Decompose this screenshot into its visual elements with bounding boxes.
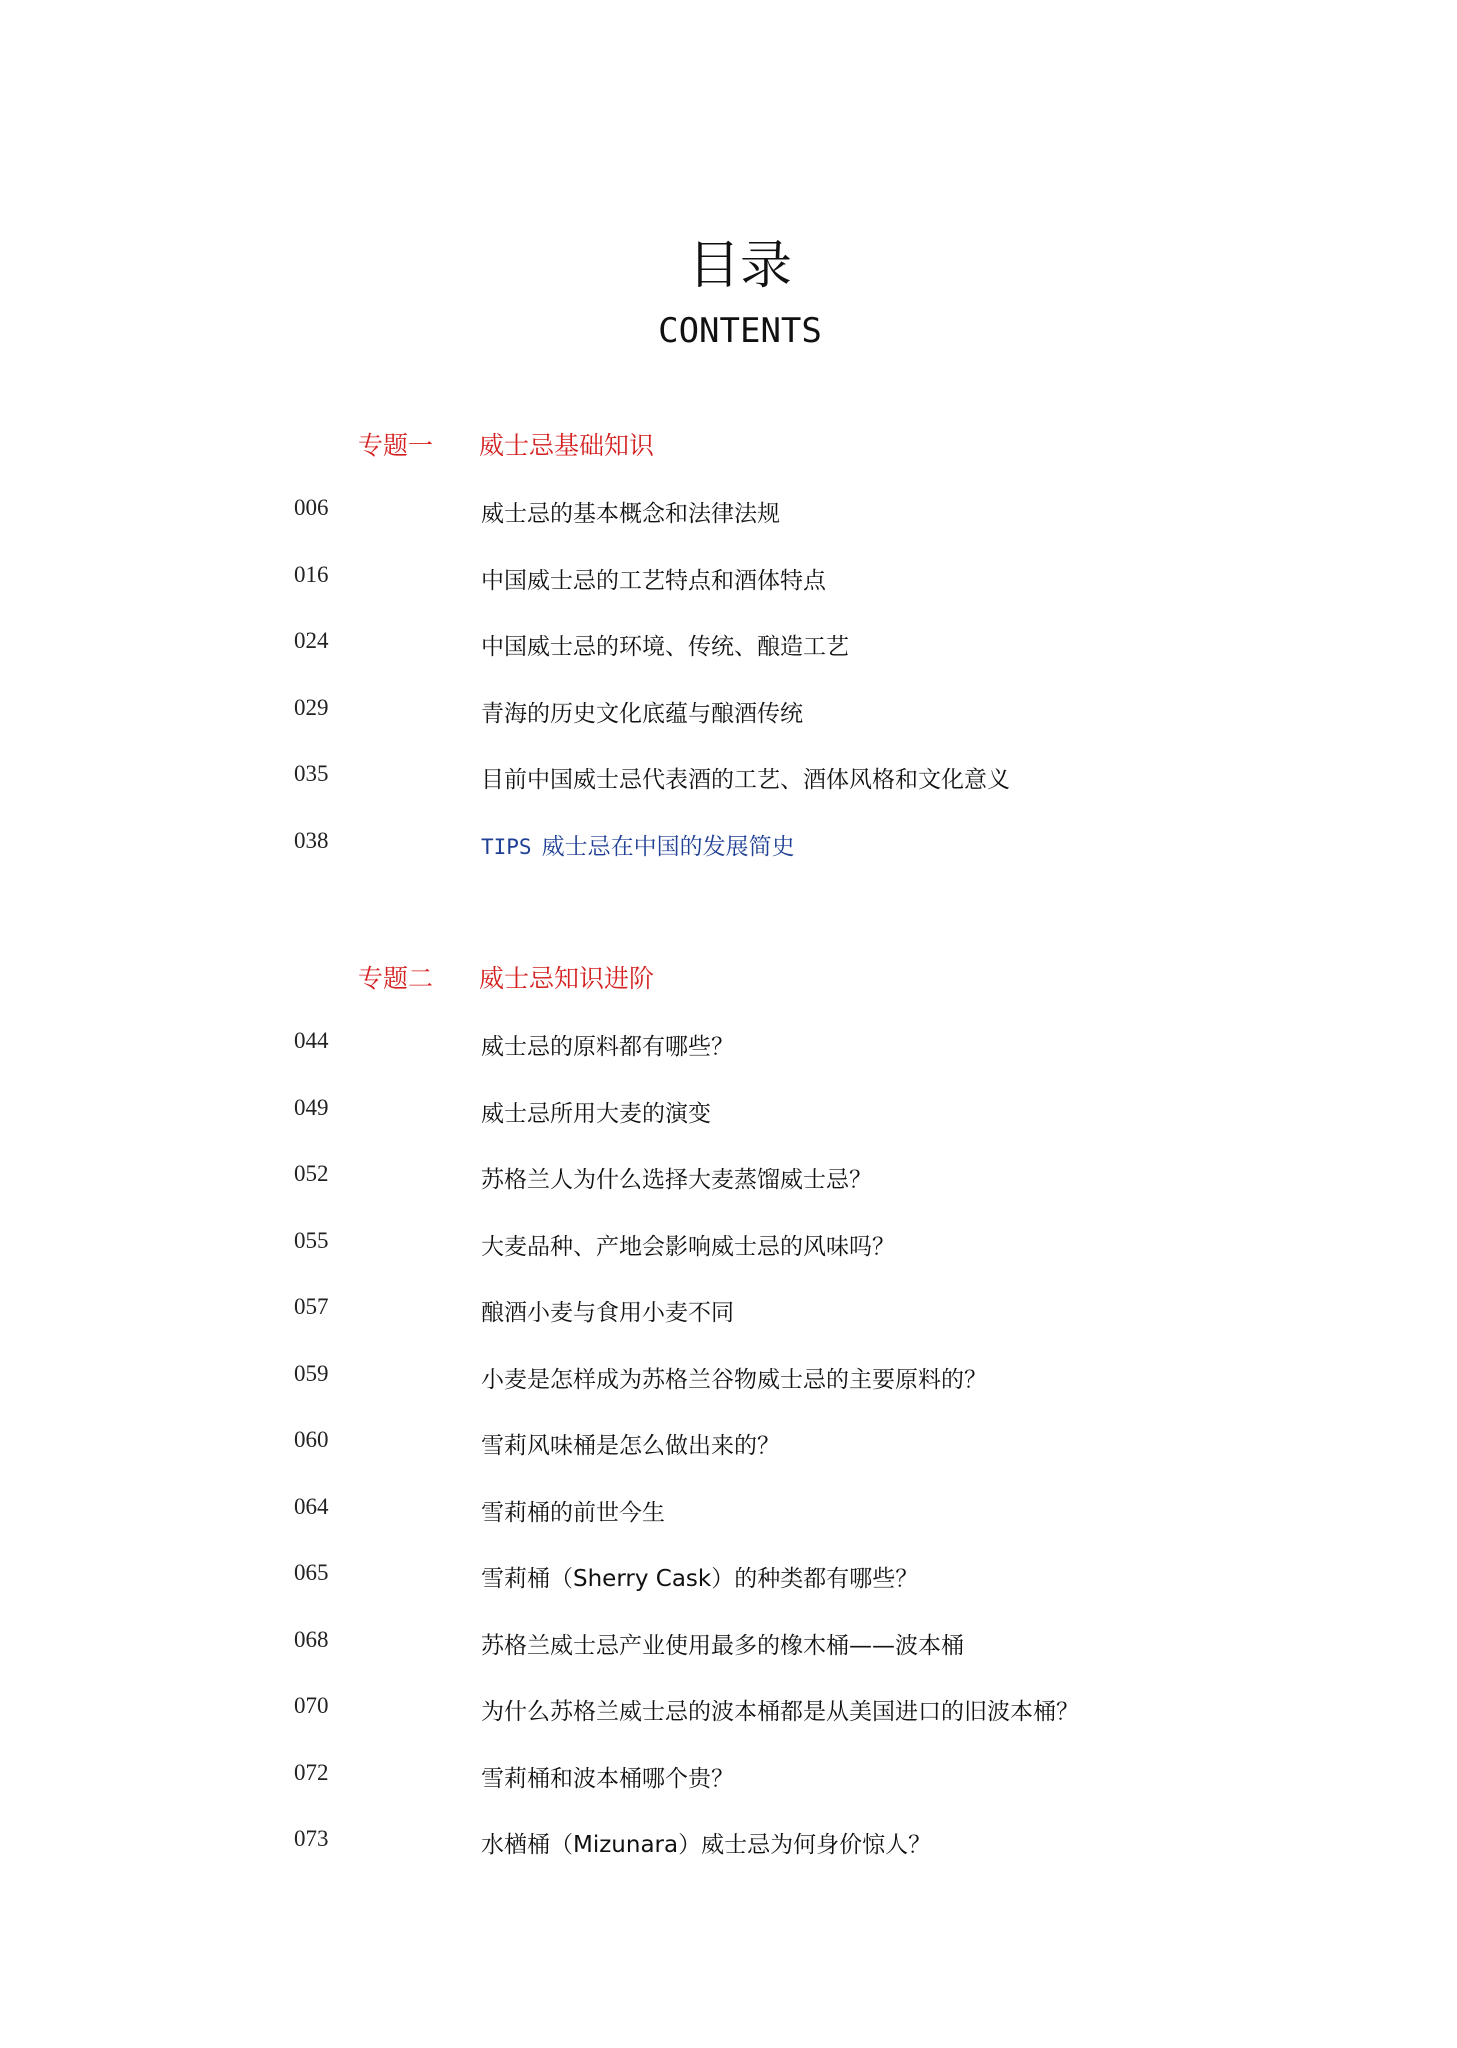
entry-page-number: 038 (294, 828, 329, 853)
section-label: 专题一 (358, 431, 434, 460)
entry-title: 威士忌的原料都有哪些？ (481, 1034, 734, 1060)
entry-page-number: 059 (294, 1361, 329, 1386)
tips-label: TIPS (481, 835, 532, 859)
entry-title: 青海的历史文化底蕴与酿酒传统 (481, 701, 803, 727)
entry-page-number: 060 (294, 1427, 329, 1452)
tips-title: 威士忌在中国的发展简史 (541, 834, 795, 860)
toc-entry[interactable] (0, 561, 1457, 601)
page-title: 目录 (687, 236, 792, 296)
entry-title: 苏格兰人为什么选择大麦蒸馏威士忌？ (481, 1167, 872, 1193)
toc-entry[interactable] (0, 1293, 1457, 1333)
entry-title: 雪莉桶和波本桶哪个贵？ (481, 1766, 734, 1792)
entry-page-number: 006 (294, 495, 329, 520)
entry-page-number: 052 (294, 1161, 329, 1186)
toc-entry[interactable] (0, 1559, 1457, 1599)
entry-title: 中国威士忌的环境、传统、酿造工艺 (481, 634, 849, 660)
entry-page-number: 016 (294, 562, 329, 587)
entry-title: 中国威士忌的工艺特点和酒体特点 (481, 568, 826, 594)
entry-title (481, 827, 795, 867)
toc-entry[interactable] (0, 1426, 1457, 1466)
entry-page-number: 068 (294, 1627, 329, 1652)
toc-entry[interactable] (0, 1160, 1457, 1200)
entry-page-number: 070 (294, 1693, 329, 1718)
toc-entry[interactable] (0, 1360, 1457, 1400)
page-subtitle: CONTENTS (658, 311, 822, 351)
toc-entry[interactable] (0, 1692, 1457, 1732)
entry-title: 雪莉桶（Sherry Cask）的种类都有哪些？ (481, 1566, 919, 1592)
entry-title: 目前中国威士忌代表酒的工艺、酒体风格和文化意义 (481, 767, 1010, 793)
entry-page-number: 044 (294, 1028, 329, 1053)
entry-page-number: 073 (294, 1826, 329, 1851)
toc-entry[interactable] (0, 1027, 1457, 1067)
entry-page-number: 024 (294, 628, 329, 653)
section-title: 威士忌基础知识 (479, 431, 655, 460)
entry-page-number: 049 (294, 1095, 329, 1120)
entry-page-number: 035 (294, 761, 329, 786)
entry-page-number: 065 (294, 1560, 329, 1585)
entry-title: 雪莉桶的前世今生 (481, 1500, 665, 1526)
toc-entry[interactable] (0, 760, 1457, 800)
entry-title: 水楢桶（Mizunara）威士忌为何身价惊人？ (481, 1832, 932, 1858)
section-title: 威士忌知识进阶 (479, 964, 655, 993)
toc-entry[interactable] (0, 1493, 1457, 1533)
entry-title: 雪莉风味桶是怎么做出来的？ (481, 1433, 780, 1459)
entry-title: 苏格兰威士忌产业使用最多的橡木桶——波本桶 (481, 1633, 964, 1659)
entry-page-number: 029 (294, 695, 329, 720)
toc-entry[interactable] (0, 1626, 1457, 1666)
entry-title: 为什么苏格兰威士忌的波本桶都是从美国进口的旧波本桶？ (481, 1699, 1079, 1725)
toc-entry[interactable] (0, 627, 1457, 667)
section-header (0, 426, 1457, 466)
entry-title: 威士忌的基本概念和法律法规 (481, 501, 780, 527)
entry-page-number: 055 (294, 1228, 329, 1253)
entry-title: 大麦品种、产地会影响威士忌的风味吗？ (481, 1234, 895, 1260)
entry-page-number: 064 (294, 1494, 329, 1519)
toc-entry-tips[interactable] (0, 827, 1457, 867)
entry-title: 小麦是怎样成为苏格兰谷物威士忌的主要原料的？ (481, 1367, 987, 1393)
entry-page-number: 072 (294, 1760, 329, 1785)
toc-entry[interactable] (0, 1227, 1457, 1267)
section-header (0, 959, 1457, 999)
toc-entry[interactable] (0, 1759, 1457, 1799)
toc-entry[interactable] (0, 1094, 1457, 1134)
toc-entry[interactable] (0, 694, 1457, 734)
entry-title: 威士忌所用大麦的演变 (481, 1101, 711, 1127)
entry-title: 酿酒小麦与食用小麦不同 (481, 1300, 734, 1326)
toc-entry[interactable] (0, 1825, 1457, 1865)
section-label: 专题二 (358, 964, 434, 993)
entry-page-number: 057 (294, 1294, 329, 1319)
toc-entry[interactable] (0, 494, 1457, 534)
